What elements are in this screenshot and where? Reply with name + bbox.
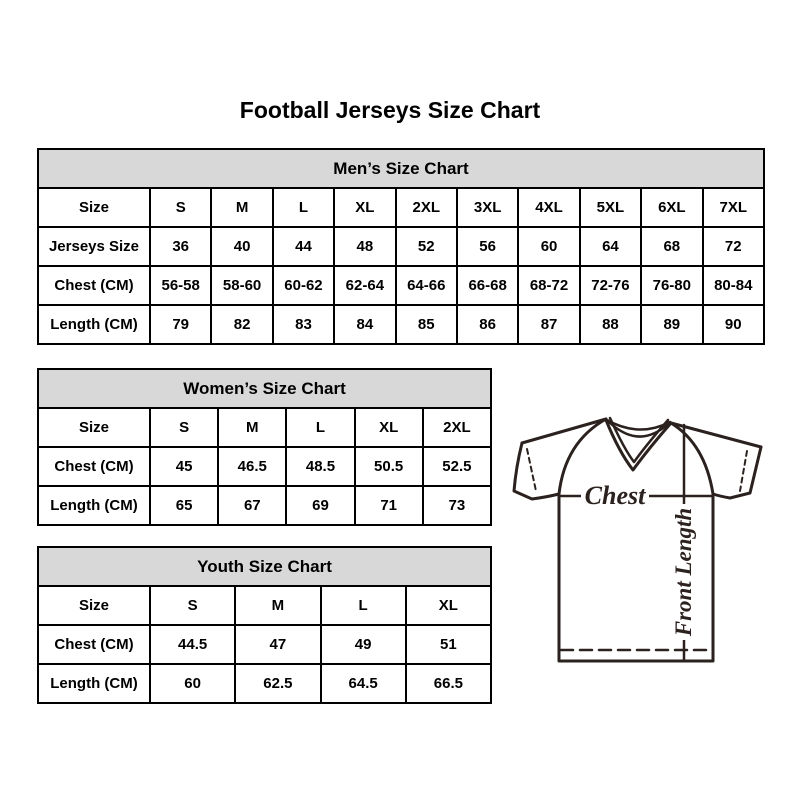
value-cell: 64 xyxy=(580,227,641,266)
value-cell: 79 xyxy=(150,305,211,344)
value-cell: 67 xyxy=(218,486,286,525)
row-header-cell: Length (CM) xyxy=(38,664,150,703)
table-row xyxy=(38,625,491,664)
jersey-left-shoulder xyxy=(522,419,606,443)
row-header-cell: Jerseys Size xyxy=(38,227,150,266)
value-cell: 49 xyxy=(321,625,406,664)
value-cell: 69 xyxy=(286,486,354,525)
value-cell: 76-80 xyxy=(641,266,702,305)
table-row xyxy=(38,447,491,486)
table-title: Men’s Size Chart xyxy=(38,149,764,188)
page-title: Football Jerseys Size Chart xyxy=(239,97,541,123)
value-cell: 68-72 xyxy=(518,266,579,305)
value-cell: 6XL xyxy=(641,188,702,227)
value-cell: 72-76 xyxy=(580,266,641,305)
value-cell: 46.5 xyxy=(218,447,286,486)
table-row xyxy=(38,586,491,625)
value-cell: 86 xyxy=(457,305,518,344)
value-cell: 89 xyxy=(641,305,702,344)
value-cell: 83 xyxy=(273,305,334,344)
value-cell: 82 xyxy=(211,305,272,344)
value-cell: 60 xyxy=(150,664,235,703)
front-length-label: Front Length xyxy=(671,507,696,637)
value-cell: S xyxy=(150,586,235,625)
value-cell: 68 xyxy=(641,227,702,266)
table-row xyxy=(38,266,764,305)
value-cell: 60 xyxy=(518,227,579,266)
jersey-left-sleeve xyxy=(514,443,559,499)
value-cell: 66.5 xyxy=(406,664,491,703)
value-cell: 40 xyxy=(211,227,272,266)
row-header-cell: Chest (CM) xyxy=(38,625,150,664)
value-cell: 52.5 xyxy=(423,447,491,486)
value-cell: 65 xyxy=(150,486,218,525)
value-cell: 80-84 xyxy=(703,266,764,305)
youth-size-table xyxy=(37,546,492,704)
womens-size-table xyxy=(37,368,492,526)
jersey-left-cuff-dashed-line xyxy=(527,449,536,491)
jersey-right-cuff-dashed-line xyxy=(740,451,747,491)
value-cell: 66-68 xyxy=(457,266,518,305)
value-cell: 56-58 xyxy=(150,266,211,305)
value-cell: 2XL xyxy=(423,408,491,447)
value-cell: 45 xyxy=(150,447,218,486)
value-cell: 64-66 xyxy=(396,266,457,305)
jersey-right-sleeve xyxy=(713,447,761,498)
mens-size-table xyxy=(37,148,765,345)
value-cell: 52 xyxy=(396,227,457,266)
value-cell: S xyxy=(150,188,211,227)
value-cell: 62.5 xyxy=(235,664,320,703)
row-header-cell: Size xyxy=(38,188,150,227)
value-cell: XL xyxy=(355,408,423,447)
value-cell: 4XL xyxy=(518,188,579,227)
value-cell: 84 xyxy=(334,305,395,344)
value-cell: 72 xyxy=(703,227,764,266)
value-cell: L xyxy=(273,188,334,227)
value-cell: L xyxy=(286,408,354,447)
value-cell: 50.5 xyxy=(355,447,423,486)
value-cell: 71 xyxy=(355,486,423,525)
value-cell: M xyxy=(235,586,320,625)
value-cell: 48.5 xyxy=(286,447,354,486)
table-row xyxy=(38,408,491,447)
table-row xyxy=(38,227,764,266)
value-cell: 2XL xyxy=(396,188,457,227)
row-header-cell: Chest (CM) xyxy=(38,266,150,305)
table-title: Youth Size Chart xyxy=(38,547,491,586)
value-cell: 44.5 xyxy=(150,625,235,664)
value-cell: 7XL xyxy=(703,188,764,227)
value-cell: XL xyxy=(406,586,491,625)
value-cell: M xyxy=(211,188,272,227)
row-header-cell: Length (CM) xyxy=(38,305,150,344)
value-cell: 60-62 xyxy=(273,266,334,305)
table-row xyxy=(38,305,764,344)
value-cell: 51 xyxy=(406,625,491,664)
row-header-cell: Chest (CM) xyxy=(38,447,150,486)
row-header-cell: Size xyxy=(38,586,150,625)
jersey-measurement-diagram xyxy=(497,404,779,672)
value-cell: L xyxy=(321,586,406,625)
value-cell: 56 xyxy=(457,227,518,266)
row-header-cell: Length (CM) xyxy=(38,486,150,525)
value-cell: 3XL xyxy=(457,188,518,227)
value-cell: 73 xyxy=(423,486,491,525)
value-cell: 36 xyxy=(150,227,211,266)
value-cell: 90 xyxy=(703,305,764,344)
value-cell: 48 xyxy=(334,227,395,266)
value-cell: 47 xyxy=(235,625,320,664)
value-cell: 64.5 xyxy=(321,664,406,703)
table-row xyxy=(38,664,491,703)
value-cell: 44 xyxy=(273,227,334,266)
value-cell: 88 xyxy=(580,305,641,344)
value-cell: 85 xyxy=(396,305,457,344)
table-row xyxy=(38,486,491,525)
table-title: Women’s Size Chart xyxy=(38,369,491,408)
chest-label: Chest xyxy=(584,481,646,510)
value-cell: S xyxy=(150,408,218,447)
value-cell: 58-60 xyxy=(211,266,272,305)
value-cell: XL xyxy=(334,188,395,227)
value-cell: 5XL xyxy=(580,188,641,227)
value-cell: 62-64 xyxy=(334,266,395,305)
table-row xyxy=(38,188,764,227)
value-cell: 87 xyxy=(518,305,579,344)
row-header-cell: Size xyxy=(38,408,150,447)
value-cell: M xyxy=(218,408,286,447)
